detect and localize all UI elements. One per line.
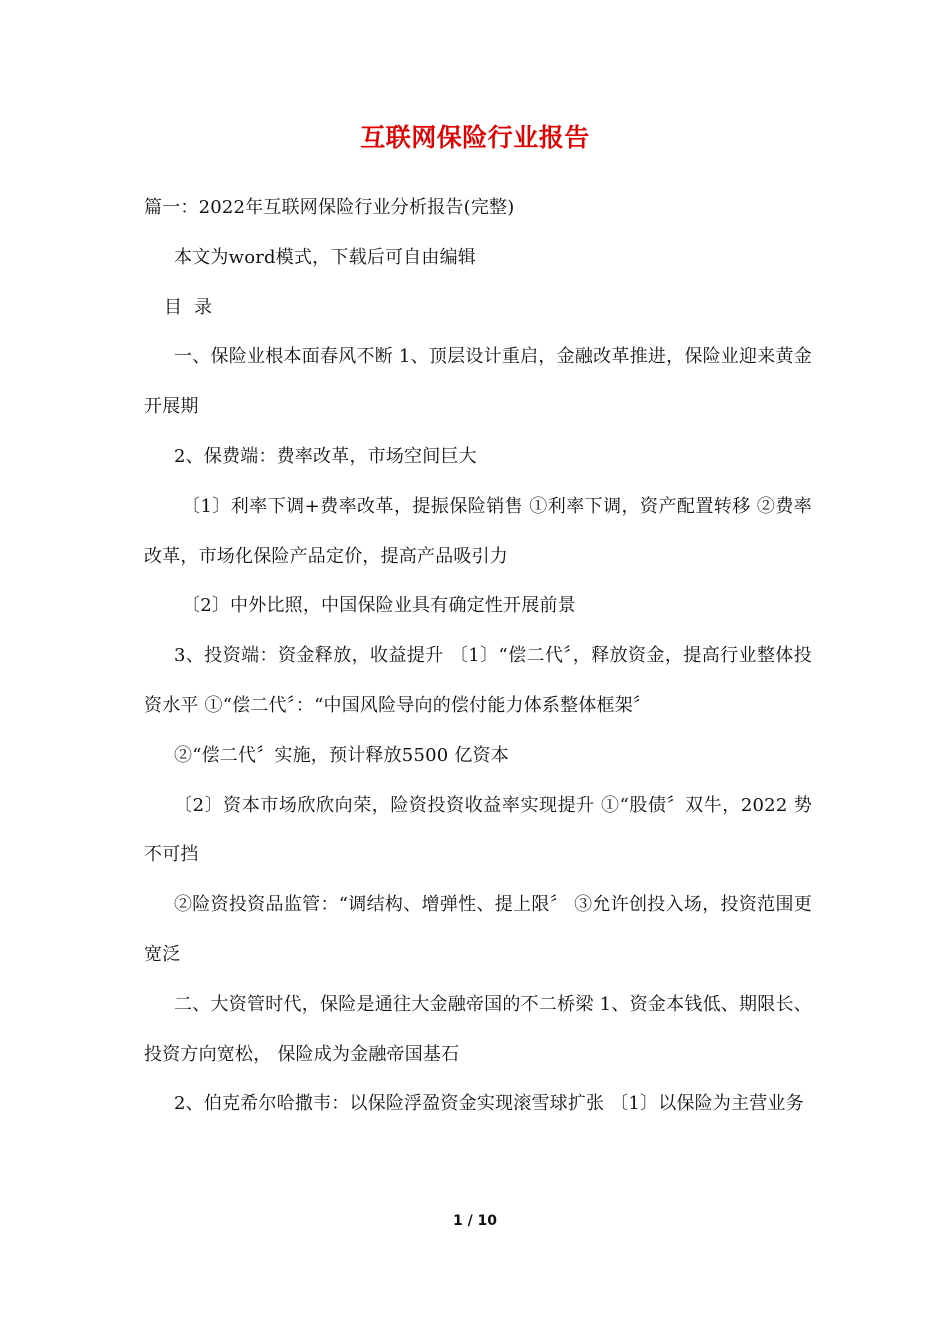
paragraph: 二、大资管时代，保险是通往大金融帝国的不二桥梁 1、资金本钱低、期限长、投资方向宽松， 保险成为金融帝国基石 (144, 993, 812, 1065)
paragraph: 本文为word模式，下载后可自由编辑 (174, 246, 476, 268)
page-number: 1 / 10 (452, 1213, 498, 1229)
document-title: 互联网保险行业报告 (360, 123, 590, 152)
paragraph: 〔2〕资本市场欣欣向荣，险资投资收益率实现提升 ①“股债〞双牛，2022 势不可挡 (144, 794, 812, 866)
paragraph: 一、保险业根本面春风不断 1、顶层设计重启，金融改革推进，保险业迎来黄金开展期 (144, 346, 812, 418)
paragraph: ②“偿二代〞实施，预计释放5500 亿资本 (174, 744, 509, 766)
paragraph: 〔1〕利率下调+费率改革，提振保险销售 ①利率下调，资产配置转移 ②费率改革，市场化保险产品定价，提高产品吸引力 (144, 495, 812, 567)
document-body (144, 183, 812, 1129)
paragraph: 目 录 (164, 296, 213, 318)
paragraph: 〔2〕中外比照，中国保险业具有确定性开展前景 (182, 595, 576, 617)
paragraph: ②险资投资品监管：“调结构、增弹性、提上限〞 ③允许创投入场，投资范围更宽泛 (144, 894, 812, 965)
paragraph: 3、投资端：资金释放，收益提升 〔1〕“偿二代〞，释放资金，提高行业整体投资水平 ①“偿二代〞：“中国风险导向的偿付能力体系整体框架〞 (144, 645, 812, 716)
paragraph: 篇一：2022年互联网保险行业分析报告(完整) (144, 197, 515, 218)
paragraph: 2、伯克希尔哈撒韦：以保险浮盈资金实现滚雪球扩张 〔1〕以保险为主营业务 (174, 1093, 804, 1115)
paragraph: 2、保费端：费率改革，市场空间巨大 (174, 445, 477, 467)
